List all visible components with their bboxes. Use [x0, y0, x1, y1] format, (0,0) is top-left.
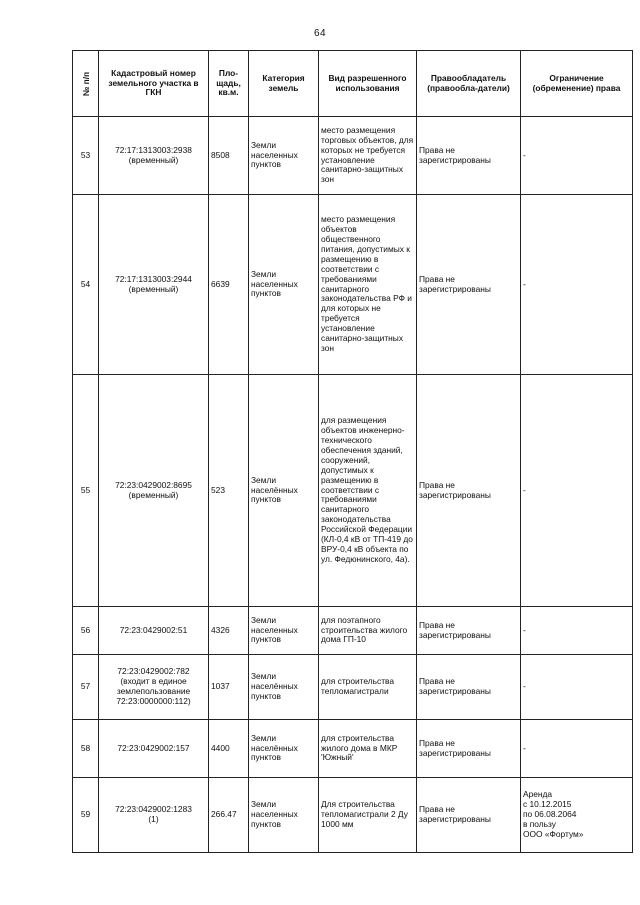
table-row: [73, 117, 633, 195]
restriction-cell: Аренда с 10.12.2015 по 06.08.2064 в пользу ООО «Фортум»: [521, 778, 633, 853]
table-row: [73, 720, 633, 778]
row-number-cell: 59: [73, 778, 99, 853]
area-value-cell: 8508: [209, 117, 249, 195]
restriction-cell: -: [521, 655, 633, 720]
row-number-cell: 55: [73, 375, 99, 607]
row-number-cell: 56: [73, 607, 99, 655]
restriction-cell: -: [521, 607, 633, 655]
cadastral-number-cell: 72:23:0429002:1283 (1): [99, 778, 209, 853]
restriction-cell: -: [521, 720, 633, 778]
cadastral-number-cell: 72:17:1313003:2938 (временный): [99, 117, 209, 195]
area-value-cell: 4326: [209, 607, 249, 655]
owner-cell: Права не зарегистрированы: [417, 117, 521, 195]
header-permitted-use: Вид разрешенного использования: [319, 51, 417, 117]
header-area: Пло-щадь, кв.м.: [209, 51, 249, 117]
owner-cell: Права не зарегистрированы: [417, 778, 521, 853]
table-row: [73, 195, 633, 375]
row-number-cell: 53: [73, 117, 99, 195]
header-number: № п/п: [73, 51, 99, 117]
header-owner: Правообладатель (правообла-датели): [417, 51, 521, 117]
restriction-cell: -: [521, 117, 633, 195]
land-category-cell: Земли населённых пунктов: [249, 375, 319, 607]
land-category-cell: Земли населенных пунктов: [249, 778, 319, 853]
permitted-use-cell: для поэтапного строительства жилого дома ГП-10: [319, 607, 417, 655]
table-row: [73, 778, 633, 853]
owner-cell: Права не зарегистрированы: [417, 195, 521, 375]
owner-cell: Права не зарегистрированы: [417, 607, 521, 655]
cadastral-number-cell: 72:17:1313003:2944 (временный): [99, 195, 209, 375]
land-registry-table: [72, 50, 633, 853]
table-row: [73, 607, 633, 655]
table-row: [73, 375, 633, 607]
land-category-cell: Земли населенных пунктов: [249, 195, 319, 375]
area-value-cell: 6639: [209, 195, 249, 375]
area-value-cell: 523: [209, 375, 249, 607]
header-cadastral: Кадастровый номер земельного участка в ГКН: [99, 51, 209, 117]
owner-cell: Права не зарегистрированы: [417, 655, 521, 720]
area-value-cell: 4400: [209, 720, 249, 778]
table-row: [73, 655, 633, 720]
land-category-cell: Земли населенных пунктов: [249, 607, 319, 655]
permitted-use-cell: Для строительства тепломагистрали 2 Ду 1000 мм: [319, 778, 417, 853]
owner-cell: Права не зарегистрированы: [417, 720, 521, 778]
restriction-cell: -: [521, 195, 633, 375]
permitted-use-cell: для размещения объектов инженерно-технического обеспечения зданий, сооружений, допустимых к размещению в соответствии с требованиями санитарного законодательства Российской Федерации (КЛ-0,4 кВ от ТП-419 до ВРУ-0,4 кВ объекта по ул. Федюнинского, 4а).: [319, 375, 417, 607]
row-number-cell: 54: [73, 195, 99, 375]
permitted-use-cell: для строительства тепломагистрали: [319, 655, 417, 720]
header-row: [73, 51, 633, 117]
header-category: Категория земель: [249, 51, 319, 117]
land-category-cell: Земли населенных пунктов: [249, 117, 319, 195]
area-value-cell: 1037: [209, 655, 249, 720]
cadastral-number-cell: 72:23:0429002:782 (входит в единое землепользование 72:23:0000000:112): [99, 655, 209, 720]
row-number-cell: 58: [73, 720, 99, 778]
permitted-use-cell: место размещения объектов общественного питания, допустимых к размещению в соответствии с требованиями санитарного законодательства РФ и для которых не требуется установление санитарно-защитных зон: [319, 195, 417, 375]
land-category-cell: Земли населённых пунктов: [249, 720, 319, 778]
permitted-use-cell: для строительства жилого дома в МКР 'Южный': [319, 720, 417, 778]
page-number: 64: [313, 28, 327, 39]
permitted-use-cell: место размещения торговых объектов, для которых не требуется установление санитарно-защитных зон: [319, 117, 417, 195]
owner-cell: Права не зарегистрированы: [417, 375, 521, 607]
restriction-cell: -: [521, 375, 633, 607]
cadastral-number-cell: 72:23:0429002:51: [99, 607, 209, 655]
header-restriction: Ограничение (обременение) права: [521, 51, 633, 117]
row-number-cell: 57: [73, 655, 99, 720]
land-category-cell: Земли населённых пунктов: [249, 655, 319, 720]
area-value-cell: 266.47: [209, 778, 249, 853]
cadastral-number-cell: 72:23:0429002:8695 (временный): [99, 375, 209, 607]
cadastral-number-cell: 72:23:0429002:157: [99, 720, 209, 778]
